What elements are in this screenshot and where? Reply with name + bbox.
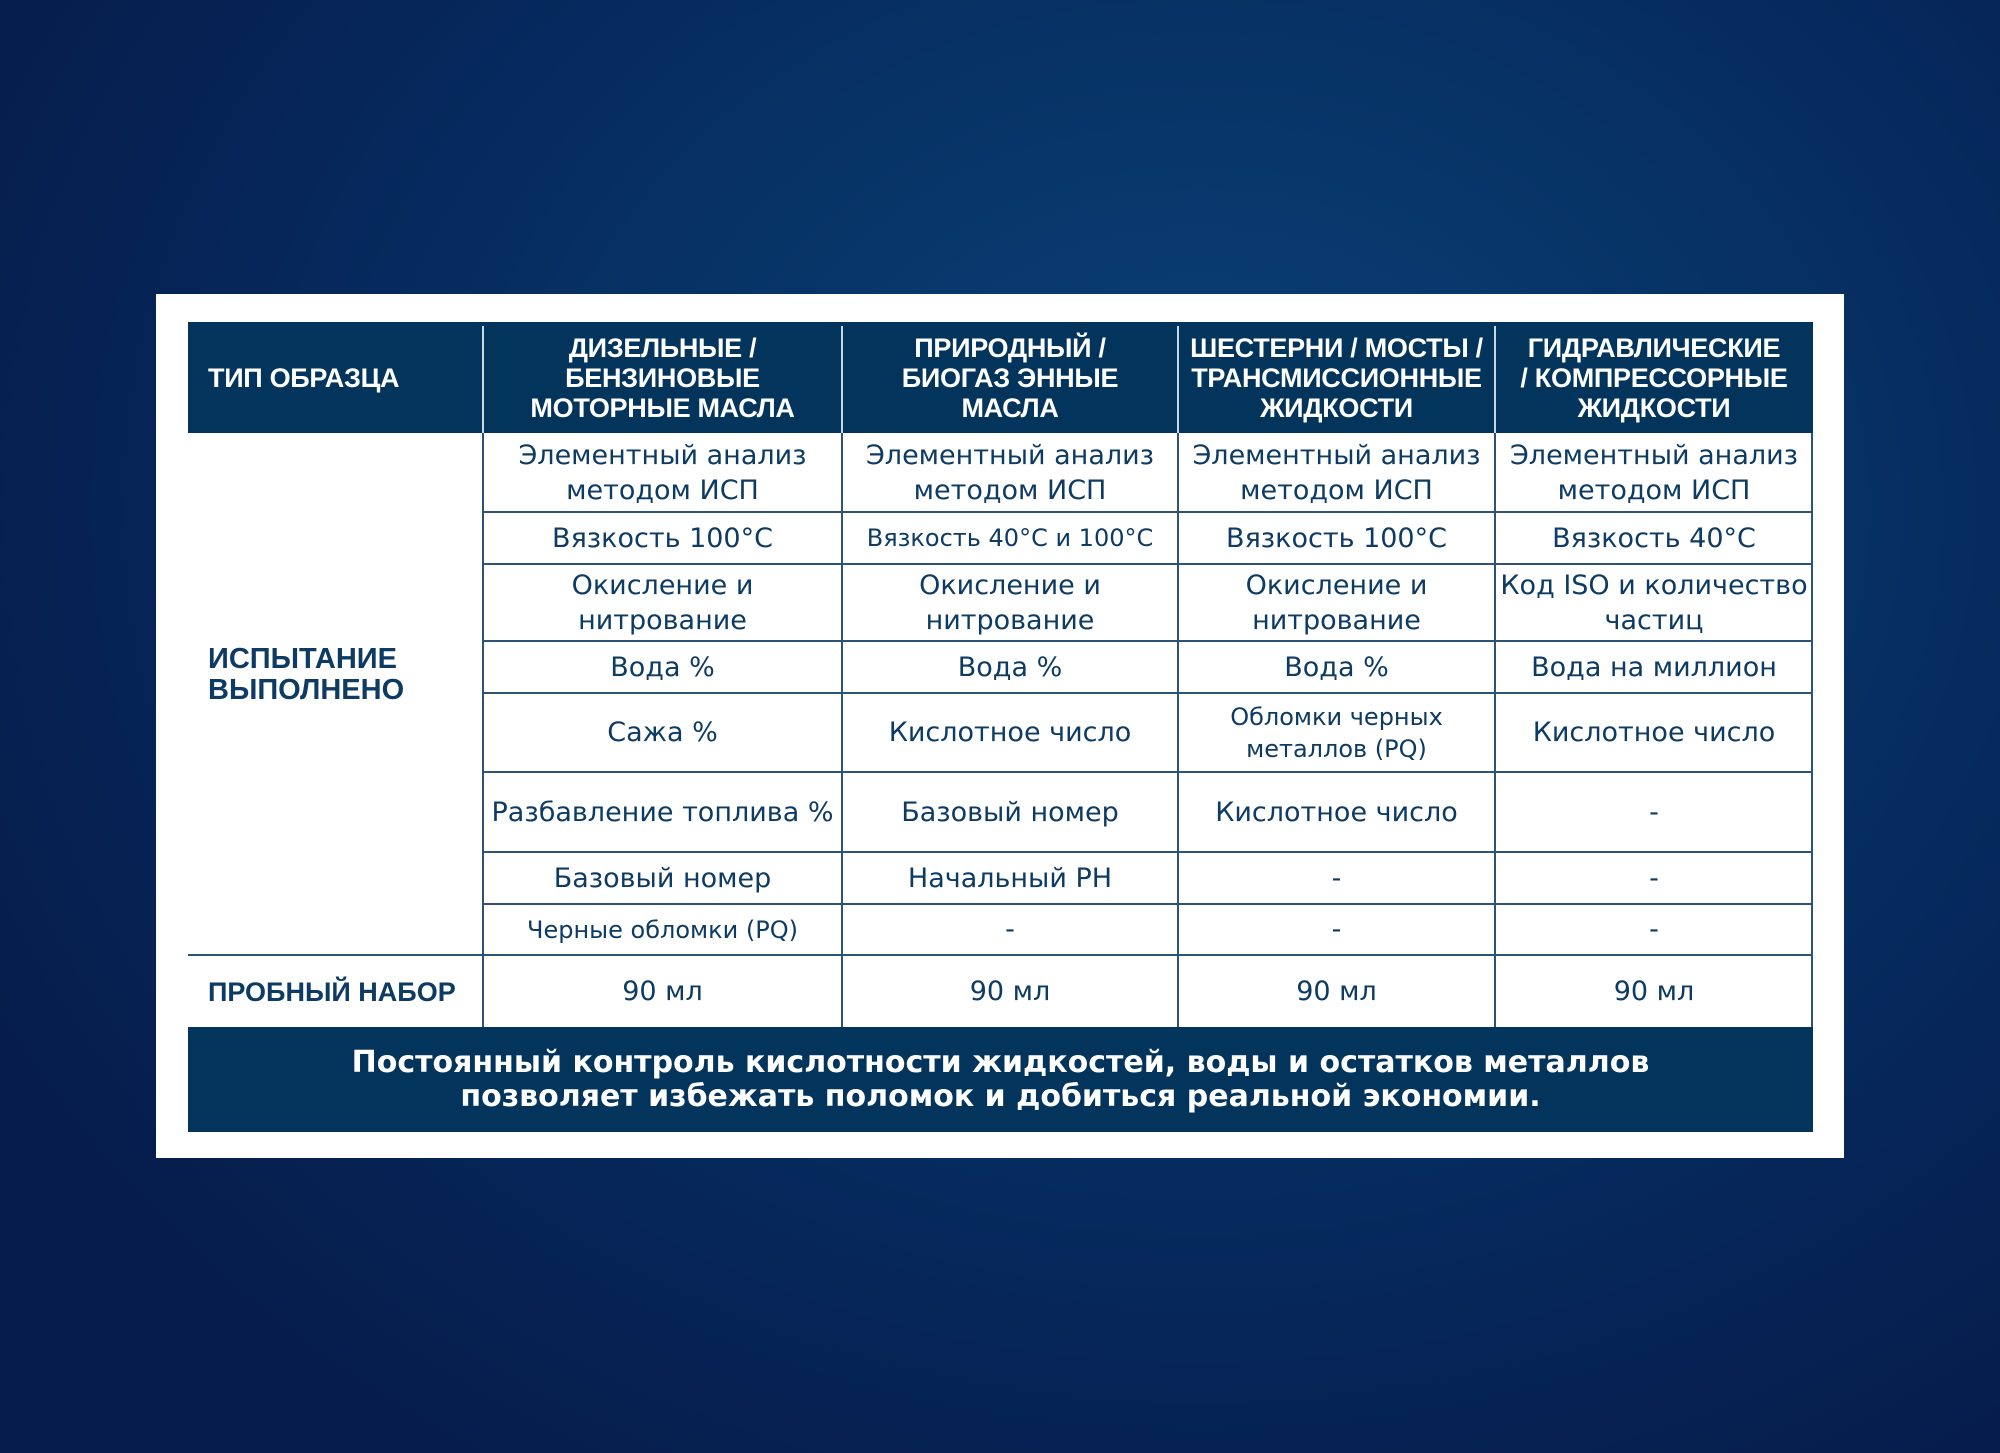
cell-line: Базовый номер xyxy=(901,796,1119,828)
cell-text xyxy=(889,715,1132,750)
cell-line: методом ИСП xyxy=(1557,474,1751,506)
column-divider xyxy=(1811,433,1813,1027)
table-cell-hydraulic xyxy=(1495,433,1813,512)
cell-line: МОТОРНЫЕ МАСЛА xyxy=(530,392,795,423)
cell-text xyxy=(1649,795,1659,830)
cell-text xyxy=(1552,521,1756,556)
table-cell-gear xyxy=(1178,564,1495,641)
cell-text xyxy=(901,795,1119,830)
row-divider xyxy=(483,563,1813,565)
cell-line: Вода % xyxy=(1284,651,1389,683)
cell-line: Элементный анализ xyxy=(1509,439,1799,471)
cell-text xyxy=(1332,861,1342,896)
tests-performed-label xyxy=(208,644,404,706)
sample-kit-volume-hydraulic xyxy=(1495,955,1813,1027)
cell-line: Элементный анализ xyxy=(865,439,1155,471)
sample-kit-volume-biogas xyxy=(842,955,1178,1027)
sample-kit-label: ПРОБНЫЙ НАБОР xyxy=(208,977,456,1007)
cell-line: ЖИДКОСТИ xyxy=(1260,392,1413,423)
sample-type-card xyxy=(156,294,1844,1158)
cell-line: - xyxy=(1331,914,1342,945)
cell-text xyxy=(1215,795,1458,830)
table-cell-hydraulic xyxy=(1495,904,1813,955)
header-gear xyxy=(1178,322,1495,433)
cell-text xyxy=(1192,438,1480,508)
cell-line: частиц xyxy=(1604,604,1704,636)
cell-text xyxy=(518,438,806,508)
cell-line: Окисление и xyxy=(571,569,754,601)
cell-text xyxy=(1332,912,1342,947)
cell-line: нитрование xyxy=(578,604,747,636)
sample-kit-volume-gear xyxy=(1178,955,1495,1027)
kit-value: 90 мл xyxy=(969,975,1051,1007)
cell-text xyxy=(527,914,798,946)
cell-text xyxy=(1533,715,1776,750)
cell-text xyxy=(552,521,773,556)
cell-line: Кислотное число xyxy=(1532,717,1776,748)
header-biogas xyxy=(842,322,1178,433)
table-cell-diesel xyxy=(483,693,842,772)
header-diesel xyxy=(483,322,842,433)
cell-line: Черные обломки (PQ) xyxy=(527,915,798,944)
table-cell-diesel xyxy=(483,641,842,693)
cell-text xyxy=(1500,568,1807,638)
cell-text xyxy=(572,568,754,638)
cell-line: Код ISO и количество xyxy=(1500,569,1808,601)
cell-line: ТРАНСМИССИОННЫЕ xyxy=(1191,362,1482,393)
cell-text xyxy=(554,861,772,896)
cell-line: нитрование xyxy=(925,604,1095,636)
cell-line: Вода % xyxy=(957,651,1063,683)
cell-text xyxy=(1005,912,1015,947)
cell-line: Элементный анализ xyxy=(518,439,807,471)
tests-label-line: ВЫПОЛНЕНО xyxy=(208,674,405,706)
table-cell-diesel xyxy=(483,512,842,564)
cell-line: Окисление и xyxy=(1245,569,1428,601)
cell-line: - xyxy=(1005,914,1015,945)
cell-text xyxy=(1226,521,1447,556)
header-label xyxy=(530,333,794,423)
cell-line: Вязкость 100°C xyxy=(552,522,773,554)
column-divider xyxy=(1177,433,1179,1027)
table-cell-hydraulic xyxy=(1495,641,1813,693)
table-cell-diesel xyxy=(483,852,842,904)
cell-line: - xyxy=(1649,796,1659,828)
table-cell-gear xyxy=(1178,904,1495,955)
table-cell-diesel xyxy=(483,772,842,852)
table-cell-gear xyxy=(1178,433,1495,512)
table-cell-hydraulic xyxy=(1495,564,1813,641)
table-cell-biogas xyxy=(842,852,1178,904)
row-divider xyxy=(483,851,1813,853)
cell-line: ШЕСТЕРНИ / МОСТЫ / xyxy=(1190,332,1483,363)
table-cell-diesel xyxy=(483,564,842,641)
cell-text xyxy=(1246,568,1428,638)
table-cell-biogas xyxy=(842,433,1178,512)
cell-text xyxy=(1284,650,1389,685)
cell-line: Кислотное число xyxy=(888,717,1132,748)
cell-text xyxy=(1649,912,1659,947)
cell-text xyxy=(1649,861,1659,896)
cell-text xyxy=(867,522,1154,554)
table-cell-hydraulic xyxy=(1495,852,1813,904)
header-sample-type xyxy=(188,322,483,433)
cell-text xyxy=(1230,701,1443,765)
cell-line: методом ИСП xyxy=(913,474,1107,506)
cell-line: / КОМПРЕССОРНЫЕ xyxy=(1520,362,1788,393)
table-cell-hydraulic xyxy=(1495,693,1813,772)
header-label xyxy=(1520,333,1787,423)
kit-value: 90 мл xyxy=(1613,975,1695,1007)
table-cell-gear xyxy=(1178,852,1495,904)
cell-line: Вода на миллион xyxy=(1531,651,1777,683)
table-cell-diesel xyxy=(483,433,842,512)
cell-line: Вязкость 100°C xyxy=(1226,522,1447,554)
table-cell-biogas xyxy=(842,512,1178,564)
column-divider xyxy=(1494,433,1496,1027)
cell-line: ЖИДКОСТИ xyxy=(1577,392,1731,423)
row-divider xyxy=(483,903,1813,905)
row-divider xyxy=(483,771,1813,773)
cell-line: Сажа % xyxy=(607,717,718,748)
table-cell-gear xyxy=(1178,512,1495,564)
cell-line: Окисление и xyxy=(919,569,1101,601)
cell-line: Вязкость 40°C xyxy=(1552,522,1756,554)
cell-line: ПРИРОДНЫЙ / xyxy=(914,332,1106,363)
cell-line: Базовый номер xyxy=(553,862,772,894)
table-cell-biogas xyxy=(842,564,1178,641)
cell-line: Элементный анализ xyxy=(1192,439,1481,471)
table-cell-gear xyxy=(1178,772,1495,852)
header-sample-type-label: ТИП ОБРАЗЦА xyxy=(208,362,400,393)
cell-line: Разбавление топлива % xyxy=(491,796,834,828)
kit-value: 90 мл xyxy=(1296,975,1377,1007)
cell-line: Вязкость 40°C и 100°C xyxy=(866,524,1154,552)
cell-line: ДИЗЕЛЬНЫЕ / xyxy=(568,332,757,363)
cell-line: методом ИСП xyxy=(1240,474,1433,506)
table-cell-biogas xyxy=(842,904,1178,955)
kit-row-divider xyxy=(188,954,1813,956)
row-divider xyxy=(483,692,1813,694)
row-divider xyxy=(483,511,1813,513)
table-header xyxy=(188,322,1813,433)
table-cell-hydraulic xyxy=(1495,512,1813,564)
header-label xyxy=(902,333,1118,423)
table-cell-gear xyxy=(1178,693,1495,772)
cell-line: нитрование xyxy=(1252,604,1421,636)
table-cell-biogas xyxy=(842,693,1178,772)
cell-text xyxy=(492,795,834,830)
cell-text xyxy=(908,861,1112,896)
cell-text xyxy=(1531,650,1777,685)
cell-line: Вода % xyxy=(610,651,715,683)
kit-value: 90 мл xyxy=(622,975,703,1007)
cell-line: Обломки черных xyxy=(1230,702,1443,731)
cell-line: методом ИСП xyxy=(566,474,759,506)
cell-line: - xyxy=(1649,914,1659,945)
cell-text xyxy=(866,438,1154,508)
cell-line: БИОГАЗ ЭННЫЕ xyxy=(901,362,1119,393)
cell-line: - xyxy=(1331,862,1342,894)
footer-banner xyxy=(188,1027,1813,1132)
cell-line: - xyxy=(1649,862,1659,894)
cell-text xyxy=(607,715,718,750)
cell-line: БЕНЗИНОВЫЕ xyxy=(565,362,760,393)
banner-line-1: Постоянный контроль кислотности жидкостей, воды и остатков металлов xyxy=(351,1044,1650,1080)
table-cell-diesel xyxy=(483,904,842,955)
cell-text xyxy=(1510,438,1798,508)
tests-label-line: ИСПЫТАНИЕ xyxy=(208,643,397,675)
cell-line: Кислотное число xyxy=(1215,796,1458,828)
table-cell-biogas xyxy=(842,641,1178,693)
cell-text xyxy=(958,650,1063,685)
cell-line: Начальный PH xyxy=(907,862,1113,894)
cell-line: МАСЛА xyxy=(961,392,1059,423)
column-divider xyxy=(482,433,484,1027)
cell-line: металлов (PQ) xyxy=(1246,734,1427,763)
table-cell-biogas xyxy=(842,772,1178,852)
row-divider xyxy=(483,640,1813,642)
banner-line-2: позволяет избежать поломок и добиться реальной экономии. xyxy=(460,1078,1541,1114)
cell-text xyxy=(919,568,1101,638)
cell-text xyxy=(610,650,715,685)
table-cell-gear xyxy=(1178,641,1495,693)
column-divider xyxy=(841,433,843,1027)
sample-kit-volume-diesel xyxy=(483,955,842,1027)
header-label xyxy=(1190,333,1483,423)
table-cell-hydraulic xyxy=(1495,772,1813,852)
cell-line: ГИДРАВЛИЧЕСКИЕ xyxy=(1527,332,1781,363)
header-hydraulic xyxy=(1495,322,1813,433)
